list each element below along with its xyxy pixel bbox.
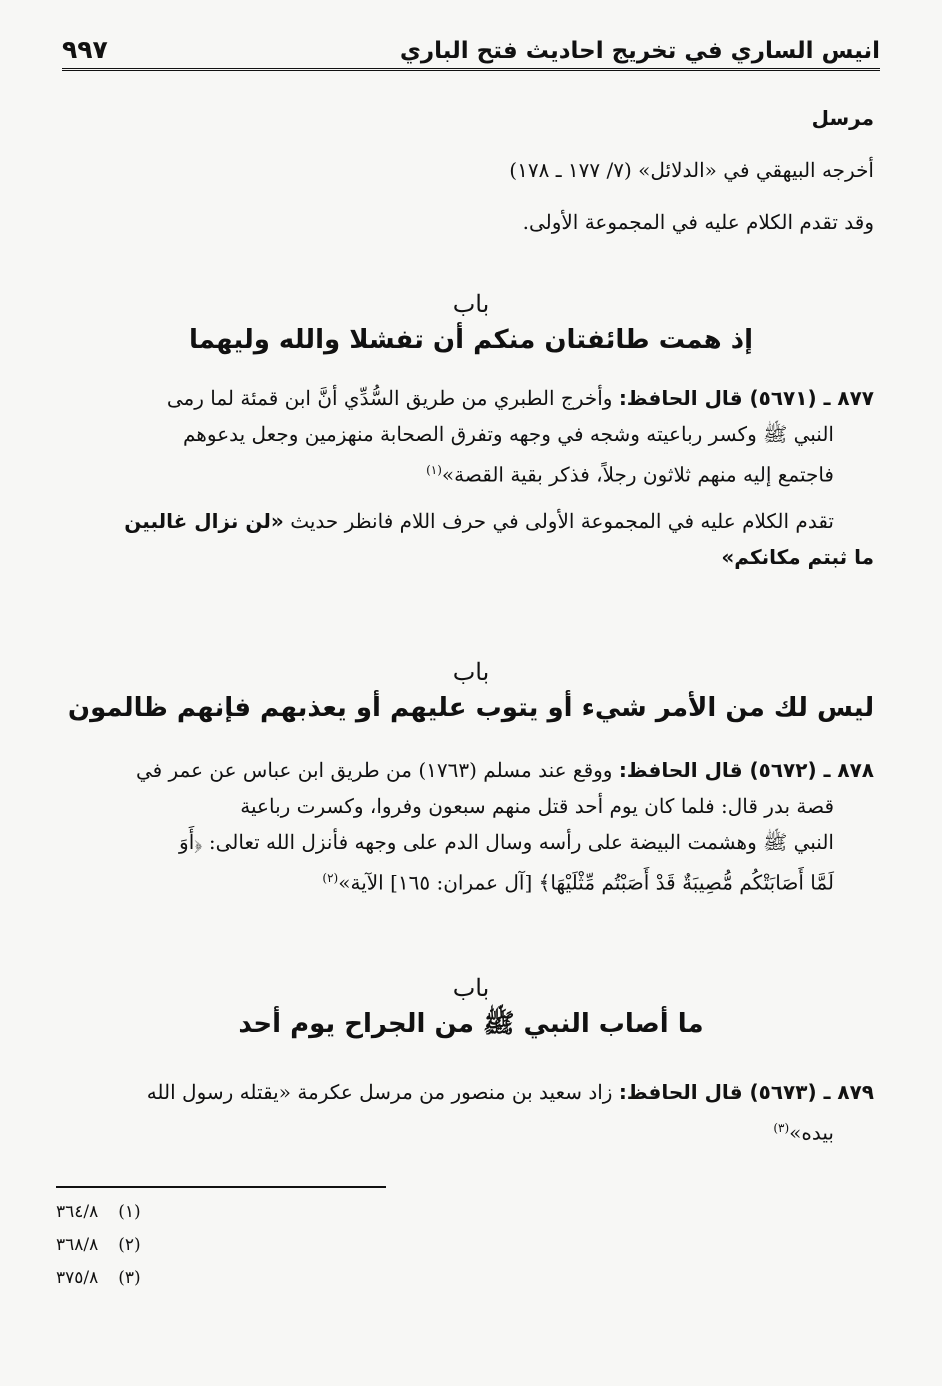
footnote-1-text: ٣٦٤/٨ [56,1202,99,1222]
hadith-879-line-2: بيده» [789,1120,834,1145]
footnote-ref-1: (١) [426,463,442,477]
bab-1 [60,288,882,360]
bab-1-heading: إذ همت طائفتان منكم أن تفشلا والله وليهما [188,325,753,355]
footnote-3-text: ٣٧٥/٨ [56,1268,99,1288]
hadith-877-note-title-1: «لن نزال غالبين [124,508,284,533]
hadith-878 [66,752,874,901]
hadith-877-line-2: النبي ﷺ وكسر رباعيته وشجه في وجهه وتفرق الصحابة منهزمين وجعل يدعوهم [183,422,834,446]
hadith-877-line-3: فاجتمع إليه منهم ثلاثون رجلاً، فذكر بقية القصة» [441,462,834,487]
intro-takhrij: أخرجه البيهقي في «الدلائل» (٧/ ١٧٧ ـ ١٧٨) [509,158,874,182]
hadith-877-line-1: وأخرج الطبري من طريق السُّدِّي أنَّ ابن قمئة لما رمى [166,386,613,410]
hadith-879 [66,1074,874,1151]
intro-mursal: مرسل [811,106,874,130]
hadith-877-note-title-2: ما ثبتم مكانكم» [721,544,874,569]
footnote-3 [56,1262,386,1295]
hadith-878-number: ٨٧٨ ـ (٥٦٧٢) قال الحافظ: [618,758,874,782]
intro-section [66,92,874,248]
bab-2 [60,656,882,728]
bab-1-word: باب [452,290,490,318]
bab-3-heading: ما أصاب النبي ﷺ من الجراح يوم أحد [238,1009,704,1039]
bab-2-word: باب [452,658,490,686]
footnote-ref-3: (٣) [773,1121,790,1135]
intro-note: وقد تقدم الكلام عليه في المجموعة الأولى. [522,210,874,234]
footnote-2-number: (٢) [118,1235,141,1255]
footnote-ref-2: (٢) [322,871,339,885]
footnote-1 [56,1196,386,1229]
footnote-3-number: (٣) [118,1268,141,1288]
page-number: ٩٩٧ [62,35,108,64]
bab-3 [60,972,882,1044]
footnote-1-number: (١) [118,1202,141,1222]
footnotes [56,1196,386,1295]
hadith-879-line-1: زاد سعيد بن منصور من مرسل عكرمة «يقتله رسول الله [146,1080,613,1104]
hadith-877 [66,380,874,575]
hadith-878-line-3: النبي ﷺ وهشمت البيضة على رأسه وسال الدم على وجهه فأنزل الله تعالى: ﴿أَوَ [179,830,834,854]
hadith-878-line-1: ووقع عند مسلم (١٧٦٣) من طريق ابن عباس عن عمر في [135,758,613,782]
hadith-878-line-4: لَمَّا أَصَابَتْكُم مُّصِيبَةٌ قَدْ أَصَبْتُم مِّثْلَيْهَا﴾ [آل عمران: ١٦٥] الآية» [338,870,834,895]
footnote-divider [56,1186,386,1188]
bab-3-word: باب [452,974,490,1002]
page-header [62,30,880,71]
footnote-2 [56,1229,386,1262]
hadith-878-line-2: قصة بدر قال: فلما كان يوم أحد قتل منهم سبعون وفروا، وكسرت رباعية [240,794,834,818]
bab-2-heading: ليس لك من الأمر شيء أو يتوب عليهم أو يعذبهم فإنهم ظالمون [67,693,875,723]
hadith-877-note: تقدم الكلام عليه في المجموعة الأولى في حرف اللام فانظر حديث [290,508,834,533]
running-title: انيس الساري في تخريج احاديث فتح الباري [399,38,880,64]
hadith-879-number: ٨٧٩ ـ (٥٦٧٣) قال الحافظ: [618,1080,874,1104]
footnote-2-text: ٣٦٨/٨ [56,1235,99,1255]
hadith-877-number: ٨٧٧ ـ (٥٦٧١) قال الحافظ: [618,386,874,410]
